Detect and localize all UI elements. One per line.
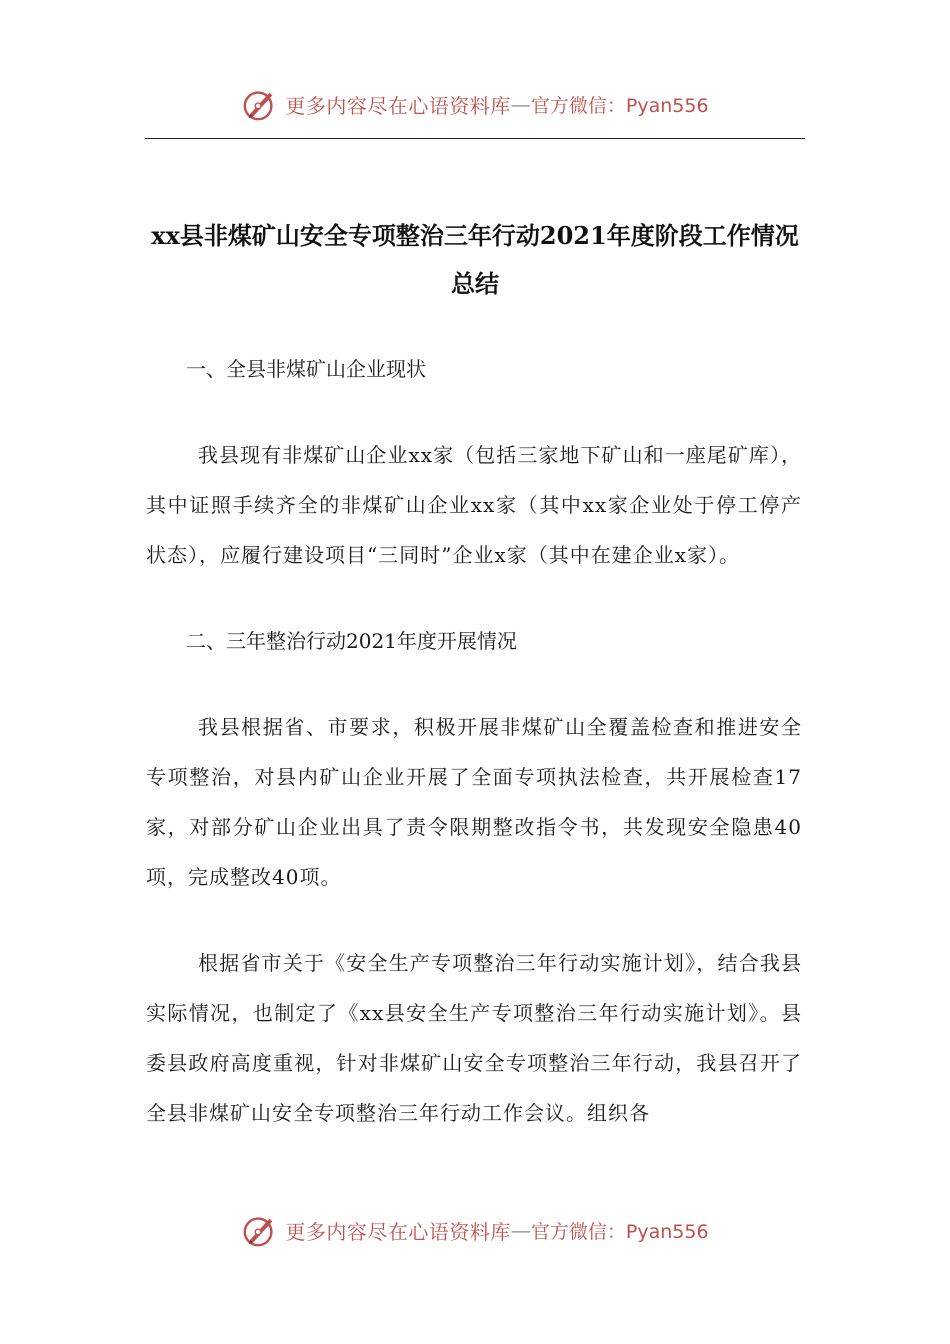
footer-separator: — xyxy=(510,1218,531,1242)
footer-banner xyxy=(0,1208,950,1252)
section-2-paragraph-1: 我县根据省、市要求，积极开展非煤矿山全覆盖检查和推进安全专项整治，对县内矿山企业开展了全面专项执法检查，共开展检查17家，对部分矿山企业出具了责令限期整改指令书，共发现安全隐患40项，完成整改40项。 xyxy=(146,715,802,889)
header-promo-text: 更多内容尽在心语资料库 xyxy=(285,93,511,118)
document-title: xx县非煤矿山安全专项整治三年行动2021年度阶段工作情况总结 xyxy=(151,221,799,298)
footer-promo-text: 更多内容尽在心语资料库 xyxy=(285,1219,511,1244)
section-heading-2: 二、三年整治行动2021年度开展情况 xyxy=(186,629,517,653)
footer-contact-text: 官方微信：Pyan556 xyxy=(530,1220,709,1243)
pen-circle-logo-icon xyxy=(241,1211,279,1249)
section-1-paragraph-1: 我县现有非煤矿山企业xx家（包括三家地下矿山和一座尾矿库），其中证照手续齐全的非煤矿山企业xx家（其中xx家企业处于停工停产状态），应履行建设项目“三同时”企业x家（其中在建企业x家）。 xyxy=(146,443,802,567)
header-contact-text: 官方微信：Pyan556 xyxy=(530,94,709,117)
pen-circle-logo-icon xyxy=(241,85,279,123)
document-body xyxy=(146,344,802,1174)
section-2-paragraph-2: 根据省市关于《安全生产专项整治三年行动实施计划》，结合我县实际情况，也制定了《xx县安全生产专项整治三年行动实施计划》。县委县政府高度重视，针对非煤矿山安全专项整治三年行动，我县召开了全县非煤矿山安全专项整治三年行动工作会议。组织各 xyxy=(146,951,802,1125)
header-separator: — xyxy=(510,92,531,116)
header-divider xyxy=(145,138,805,139)
section-heading-1: 一、全县非煤矿山企业现状 xyxy=(186,357,426,381)
header-banner xyxy=(0,82,950,126)
